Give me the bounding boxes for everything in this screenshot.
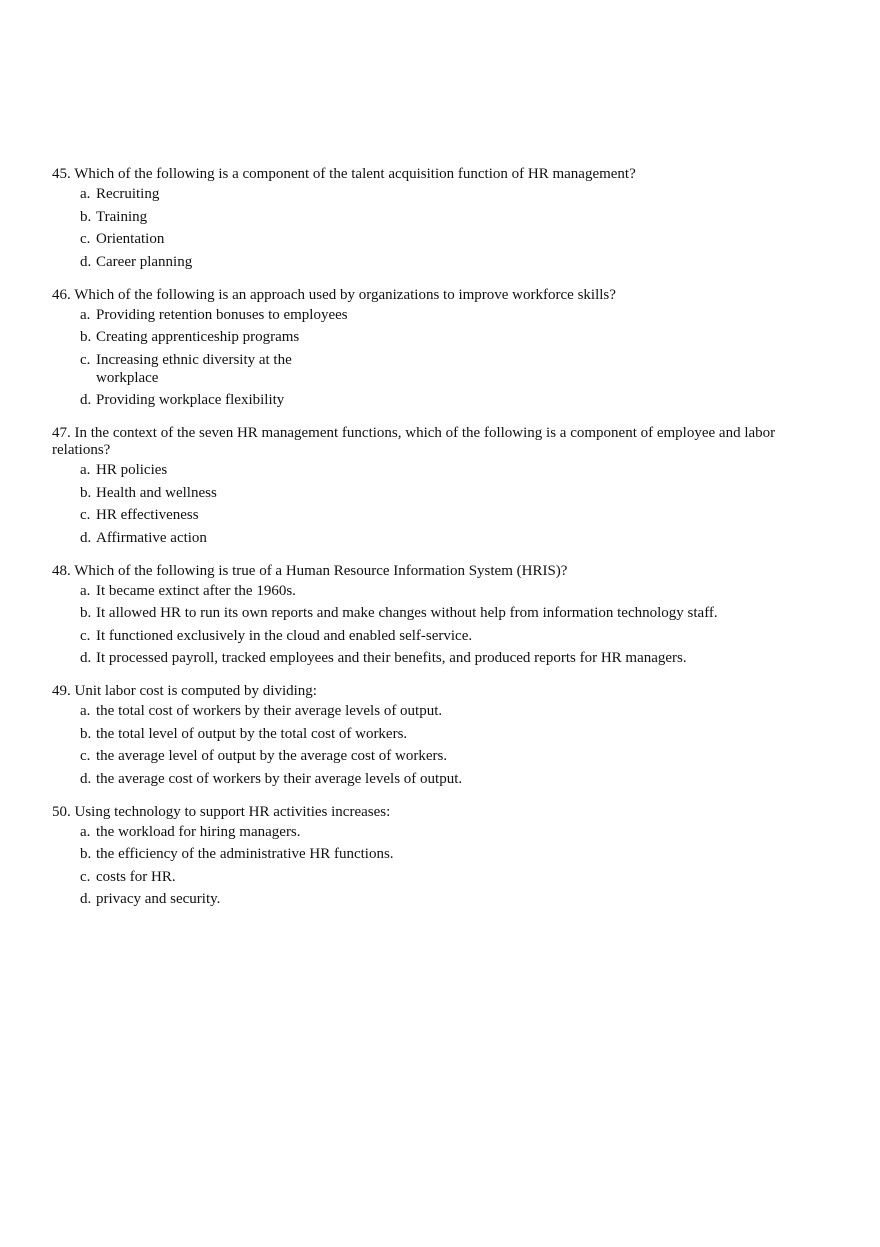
option-letter: a. xyxy=(80,823,91,840)
option-letter: c. xyxy=(80,231,91,247)
option-letter: c. xyxy=(80,351,91,368)
option-letter: a. xyxy=(80,703,91,719)
question-45 xyxy=(52,166,832,271)
option-text: the total cost of workers by their average levels of output. xyxy=(96,703,443,719)
option-c xyxy=(80,627,832,645)
option-text: the efficiency of the administrative HR functions. xyxy=(96,846,394,862)
option-d xyxy=(80,529,832,547)
question-47 xyxy=(52,425,832,547)
option-a xyxy=(80,306,832,324)
option-letter: b. xyxy=(80,484,92,501)
option-text: Creating apprenticeship programs xyxy=(96,329,300,345)
option-text: privacy and security. xyxy=(96,891,221,907)
option-list xyxy=(52,185,832,271)
option-text: It functioned exclusively in the cloud and enabled self-service. xyxy=(96,627,473,644)
question-49 xyxy=(52,683,832,788)
option-text: Affirmative action xyxy=(96,529,207,546)
option-text: the total level of output by the total cost of workers. xyxy=(96,725,408,742)
option-list xyxy=(52,582,832,668)
question-stem: 47. In the context of the seven HR management functions, which of the following is a component of employee and labor relations? xyxy=(52,425,776,458)
option-text: HR policies xyxy=(96,462,168,478)
option-text: Career planning xyxy=(96,253,193,270)
option-d xyxy=(80,391,832,409)
option-list xyxy=(52,823,832,909)
option-d xyxy=(80,649,832,667)
option-letter: a. xyxy=(80,582,91,599)
option-a xyxy=(80,461,832,479)
option-text: the average cost of workers by their average levels of output. xyxy=(96,770,463,787)
option-d xyxy=(80,253,832,271)
option-text: Increasing ethnic diversity at the workplace xyxy=(96,351,292,386)
option-letter: d. xyxy=(80,392,92,408)
option-letter: c. xyxy=(80,748,91,764)
question-46 xyxy=(52,287,832,410)
option-letter: c. xyxy=(80,507,91,523)
option-letter: b. xyxy=(80,208,92,225)
option-text: Orientation xyxy=(96,231,165,247)
option-a xyxy=(80,582,832,600)
option-letter: b. xyxy=(80,605,92,621)
question-48 xyxy=(52,563,832,668)
option-letter: d. xyxy=(80,770,92,787)
option-text: It became extinct after the 1960s. xyxy=(96,582,296,599)
option-a xyxy=(80,702,832,720)
question-stem: 48. Which of the following is true of a Human Resource Information System (HRIS)? xyxy=(52,562,568,579)
option-a xyxy=(80,823,832,841)
option-d xyxy=(80,770,832,788)
option-letter: c. xyxy=(80,868,91,885)
option-c xyxy=(80,506,832,524)
option-text: Providing retention bonuses to employees xyxy=(96,306,348,323)
option-text: Health and wellness xyxy=(96,484,217,501)
option-letter: a. xyxy=(80,462,91,478)
question-stem: 46. Which of the following is an approach used by organizations to improve workforce skills? xyxy=(52,286,616,303)
option-b xyxy=(80,328,832,346)
option-text: the average level of output by the average cost of workers. xyxy=(96,748,448,764)
option-d xyxy=(80,890,832,908)
option-letter: b. xyxy=(80,846,92,862)
option-letter: b. xyxy=(80,725,92,742)
option-text: Recruiting xyxy=(96,186,160,202)
option-text: It allowed HR to run its own reports and make changes without help from information technology staff. xyxy=(96,605,718,621)
option-c xyxy=(80,868,832,886)
option-letter: d. xyxy=(80,650,92,666)
option-b xyxy=(80,484,832,502)
option-c xyxy=(80,351,832,387)
option-letter: c. xyxy=(80,627,91,644)
question-stem: 50. Using technology to support HR activities increases: xyxy=(52,803,391,820)
option-c xyxy=(80,230,832,248)
option-b xyxy=(80,604,832,622)
option-text: the workload for hiring managers. xyxy=(96,823,301,840)
option-text: costs for HR. xyxy=(96,868,176,885)
option-letter: d. xyxy=(80,891,92,907)
question-list xyxy=(52,166,832,924)
option-text: Providing workplace flexibility xyxy=(96,392,285,408)
option-list xyxy=(52,461,832,547)
option-a xyxy=(80,185,832,203)
option-b xyxy=(80,725,832,743)
option-text: It processed payroll, tracked employees and their benefits, and produced reports for HR managers. xyxy=(96,650,687,666)
option-b xyxy=(80,208,832,226)
question-stem: 49. Unit labor cost is computed by dividing: xyxy=(52,683,317,699)
option-b xyxy=(80,845,832,863)
question-stem: 45. Which of the following is a component of the talent acquisition function of HR management? xyxy=(52,166,636,182)
option-text: HR effectiveness xyxy=(96,507,199,523)
option-list xyxy=(52,702,832,788)
option-text: Training xyxy=(96,208,148,225)
question-50 xyxy=(52,804,832,909)
option-letter: b. xyxy=(80,329,92,345)
option-letter: d. xyxy=(80,529,92,546)
option-c xyxy=(80,747,832,765)
option-letter: d. xyxy=(80,253,92,270)
option-letter: a. xyxy=(80,186,91,202)
option-list xyxy=(52,306,832,410)
option-letter: a. xyxy=(80,306,91,323)
